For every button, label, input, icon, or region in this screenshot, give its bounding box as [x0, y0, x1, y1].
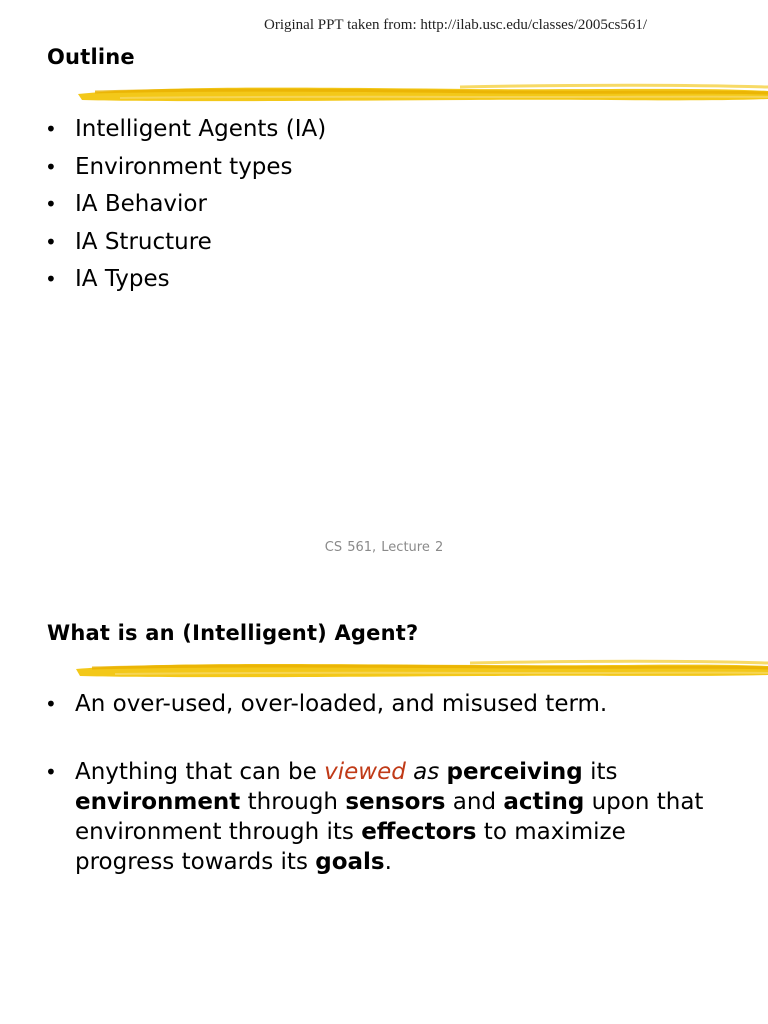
list-item: • Environment types [45, 153, 293, 180]
slide-footer: CS 561, Lecture 2 [324, 540, 444, 555]
emphasis-as: as [413, 759, 440, 785]
agent-bullet-list [45, 689, 715, 877]
outline-bullet-list [45, 114, 326, 302]
source-note: Original PPT taken from: http://ilab.usc.edu/classes/2005cs561/ [264, 17, 648, 33]
keyword-sensors: sensors [345, 789, 446, 815]
keyword-goals: goals [315, 849, 385, 875]
keyword-effectors: effectors [361, 819, 477, 845]
list-item: • An over-used, over-loaded, and misused term. [45, 691, 608, 717]
title-underline-brush [0, 654, 768, 684]
bullet-icon: • [45, 760, 57, 784]
bullet-icon: • [45, 692, 57, 716]
keyword-acting: acting [503, 789, 585, 815]
bullet-icon: • [45, 267, 57, 291]
list-item: • IA Structure [45, 228, 212, 255]
slide-title-outline: Outline [47, 45, 135, 69]
title-underline-brush [0, 78, 768, 108]
list-item: • IA Behavior [45, 191, 207, 217]
bullet-icon: • [45, 229, 57, 254]
bullet-icon: • [45, 117, 57, 141]
keyword-environment: environment [75, 789, 241, 815]
list-item: • Anything that can be viewed as perceiving its environment through sensors and acting upon that environment through its effectors to maximize progress towards its goals. [45, 759, 704, 875]
bullet-icon: • [45, 154, 57, 179]
keyword-perceiving: perceiving [446, 759, 583, 785]
emphasis-viewed: viewed [324, 759, 406, 785]
list-item: • Intelligent Agents (IA) [45, 116, 327, 142]
slide-title-agent: What is an (Intelligent) Agent? [47, 621, 419, 645]
bullet-icon: • [45, 192, 57, 216]
list-item: • IA Types [45, 266, 170, 292]
